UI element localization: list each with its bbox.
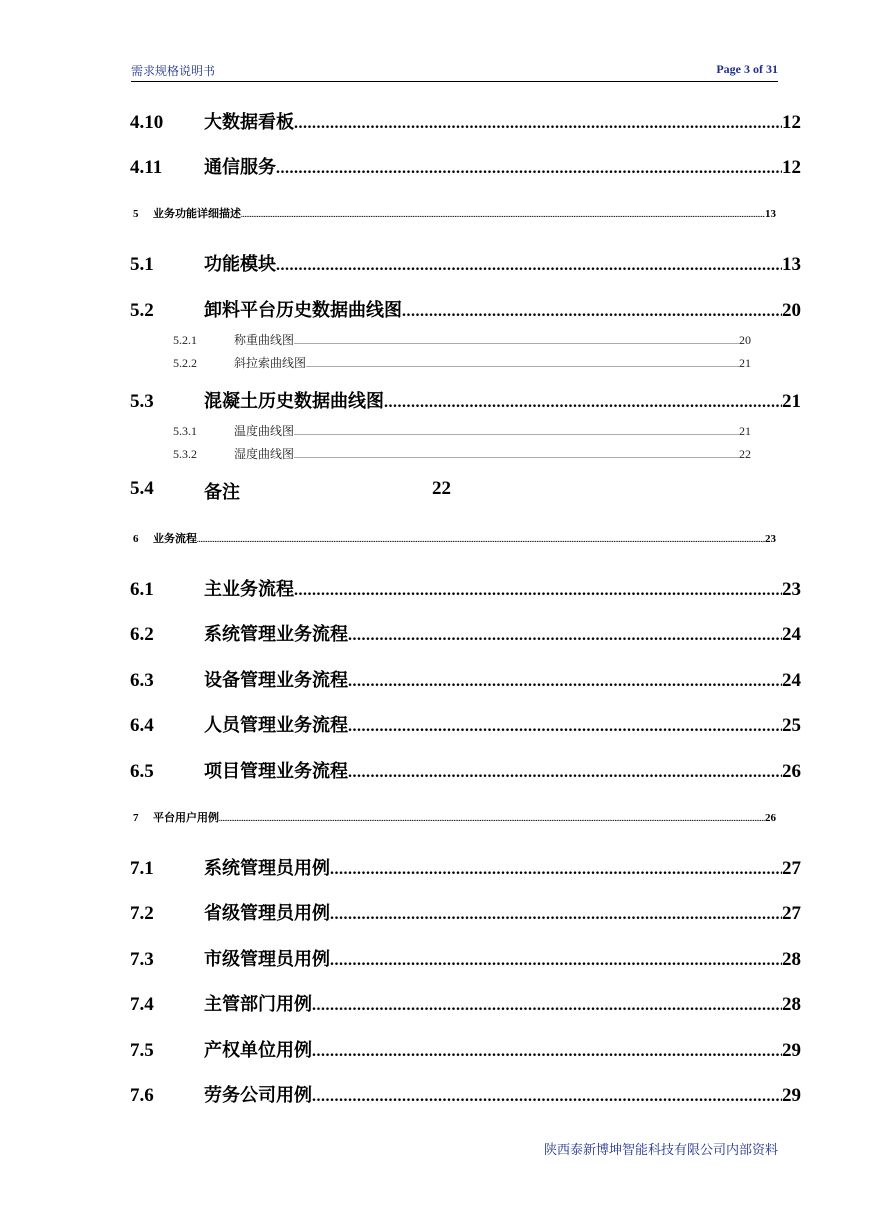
toc-title: 设备管理业务流程 [204, 670, 348, 691]
toc-title: 卸料平台历史数据曲线图 [204, 300, 402, 321]
document-title: 需求规格说明书 [131, 64, 216, 78]
toc-title: 湿度曲线图 [234, 447, 295, 461]
toc-title: 产权单位用例 [204, 1040, 312, 1061]
toc-title: 备注 [204, 482, 240, 503]
toc-title: 平台用户用例 [153, 811, 219, 824]
toc-number: 5.4 [130, 478, 154, 499]
toc-leader [219, 815, 765, 823]
toc-entry[interactable] [130, 153, 801, 179]
toc-leader [348, 718, 782, 736]
toc-number: 6.1 [130, 579, 154, 600]
toc-leader [294, 337, 739, 346]
toc-number: 5.2.2 [173, 356, 197, 370]
toc-leader [312, 1088, 782, 1106]
toc-page: 29 [782, 1085, 801, 1106]
toc-entry[interactable] [130, 296, 801, 322]
toc-entry[interactable] [130, 1036, 801, 1062]
toc-title: 斜拉索曲线图 [234, 356, 307, 370]
toc-title: 市级管理员用例 [204, 949, 330, 970]
toc-leader [306, 360, 739, 369]
toc-leader [294, 428, 739, 437]
toc-title: 系统管理员用例 [204, 858, 330, 879]
toc-entry[interactable] [130, 666, 801, 692]
toc-entry[interactable] [133, 530, 776, 546]
toc-page: 22 [739, 447, 751, 461]
toc-page: 23 [765, 533, 776, 545]
toc-page: 28 [782, 949, 801, 970]
toc-title: 功能模块 [204, 254, 276, 275]
toc-number: 5.3 [130, 391, 154, 412]
toc-number: 5.3.1 [173, 424, 197, 438]
toc-leader [241, 211, 765, 219]
toc-page: 20 [739, 333, 751, 347]
toc-title: 主业务流程 [204, 579, 294, 600]
toc-page: 13 [782, 254, 801, 275]
toc-title: 省级管理员用例 [204, 903, 330, 924]
toc-entry[interactable] [130, 108, 801, 134]
toc-page: 20 [782, 300, 801, 321]
toc-leader [294, 451, 739, 460]
toc-number: 7.1 [130, 858, 154, 879]
toc-number: 7.5 [130, 1040, 154, 1061]
toc-entry[interactable] [133, 205, 776, 221]
toc-leader [348, 627, 782, 645]
toc-title: 系统管理业务流程 [204, 624, 348, 645]
toc-number: 6 [133, 533, 139, 545]
toc-entry[interactable] [173, 422, 751, 439]
toc-number: 6.5 [130, 761, 154, 782]
toc-title: 人员管理业务流程 [204, 715, 348, 736]
toc-number: 6.3 [130, 670, 154, 691]
toc-leader [330, 861, 782, 879]
toc-number: 5.2.1 [173, 333, 197, 347]
toc-title: 劳务公司用例 [204, 1085, 312, 1106]
toc-entry[interactable] [133, 809, 776, 825]
toc-leader [276, 160, 782, 178]
toc-entry[interactable] [130, 990, 801, 1016]
toc-page: 21 [782, 391, 801, 412]
toc-page: 25 [782, 715, 801, 736]
toc-entry[interactable] [130, 899, 801, 925]
toc-leader [312, 997, 782, 1015]
toc-leader [384, 394, 782, 412]
header-divider [131, 81, 778, 82]
toc-number: 7.3 [130, 949, 154, 970]
toc-title: 通信服务 [204, 157, 276, 178]
toc-leader [402, 303, 782, 321]
toc-page: 24 [782, 670, 801, 691]
toc-page: 28 [782, 994, 801, 1015]
toc-number: 6.4 [130, 715, 154, 736]
toc-page: 22 [432, 478, 451, 499]
toc-number: 4.11 [130, 157, 163, 178]
toc-number: 7.2 [130, 903, 154, 924]
toc-title: 业务功能详细描述 [153, 207, 241, 220]
toc-page: 24 [782, 624, 801, 645]
toc-leader [330, 906, 782, 924]
toc-page: 26 [782, 761, 801, 782]
toc-page: 13 [765, 208, 776, 220]
toc-leader [330, 952, 782, 970]
toc-entry[interactable] [173, 354, 751, 371]
toc-entry[interactable] [130, 250, 801, 276]
toc-entry[interactable] [173, 331, 751, 348]
toc-entry[interactable] [130, 1081, 801, 1107]
toc-title: 主管部门用例 [204, 994, 312, 1015]
toc-entry[interactable] [130, 711, 801, 737]
toc-number: 7.6 [130, 1085, 154, 1106]
toc-title: 项目管理业务流程 [204, 761, 348, 782]
toc-title: 业务流程 [153, 532, 197, 545]
toc-page: 21 [739, 424, 751, 438]
toc-entry[interactable] [130, 945, 801, 971]
toc-page: 23 [782, 579, 801, 600]
toc-title: 大数据看板 [204, 112, 294, 133]
toc-entry[interactable] [130, 387, 801, 413]
toc-entry[interactable] [130, 854, 801, 880]
toc-leader [197, 536, 765, 544]
toc-title: 温度曲线图 [234, 424, 295, 438]
toc-entry[interactable] [130, 620, 801, 646]
toc-number: 5.1 [130, 254, 154, 275]
toc-title: 混凝土历史数据曲线图 [204, 391, 384, 412]
toc-number: 7.4 [130, 994, 154, 1015]
toc-entry[interactable] [130, 757, 801, 783]
toc-page: 12 [782, 157, 801, 178]
toc-number: 5.2 [130, 300, 154, 321]
toc-number: 5.3.2 [173, 447, 197, 461]
toc-page: 27 [782, 903, 801, 924]
toc-leader [294, 115, 782, 133]
toc-page: 27 [782, 858, 801, 879]
toc-leader [294, 582, 782, 600]
toc-page: 21 [739, 356, 751, 370]
toc-number: 5 [133, 208, 139, 220]
toc-entry[interactable] [130, 575, 801, 601]
toc-title: 称重曲线图 [234, 333, 295, 347]
toc-leader [348, 764, 782, 782]
toc-number: 6.2 [130, 624, 154, 645]
toc-leader [276, 257, 782, 275]
toc-page: 12 [782, 112, 801, 133]
toc-number: 7 [133, 812, 139, 824]
toc-page: 29 [782, 1040, 801, 1061]
toc-number: 4.10 [130, 112, 164, 133]
toc-leader [312, 1043, 782, 1061]
toc-entry[interactable] [173, 445, 751, 462]
page-number: Page 3 of 31 [716, 62, 778, 76]
toc-leader [348, 673, 782, 691]
footer-note: 陕西泰新博坤智能科技有限公司内部资料 [543, 1142, 778, 1157]
toc-page: 26 [765, 812, 776, 824]
